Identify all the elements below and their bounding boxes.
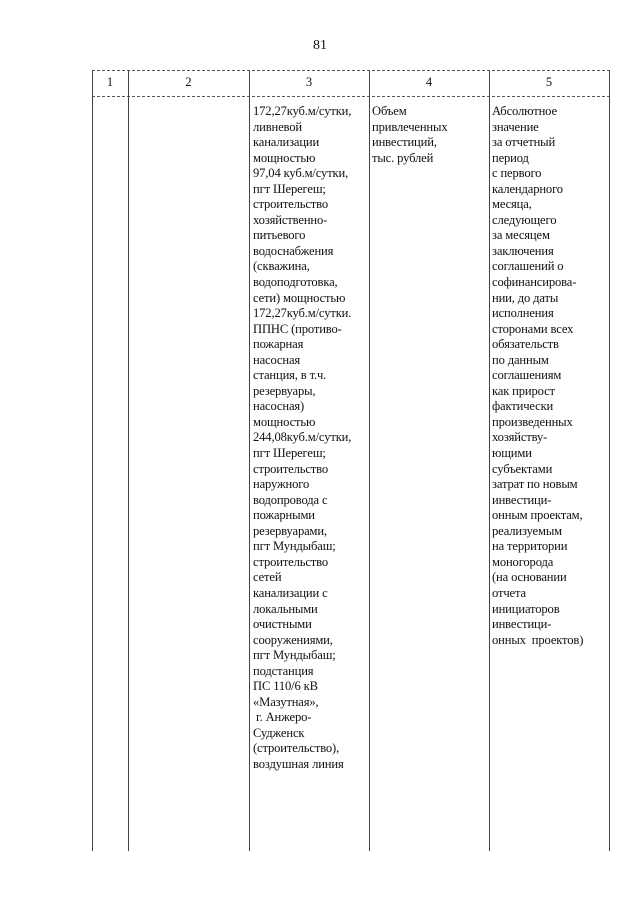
cell-line: обязательств <box>492 337 559 352</box>
cell-line: очистными <box>253 617 312 632</box>
cell-line: хозяйственно- <box>253 212 328 227</box>
cell-line: пожарными <box>253 508 315 523</box>
cell-line: сетей <box>253 570 282 585</box>
cell-line: значение <box>492 119 539 134</box>
column-header-5: 5 <box>545 75 553 89</box>
cell-line: реализуемым <box>492 523 562 538</box>
cell-line: пгт Шерегеш; <box>253 181 326 196</box>
cell-line: строительство <box>253 197 329 212</box>
cell-line: инициаторов <box>492 601 560 616</box>
cell-line: за отчетный <box>492 135 556 150</box>
cell-line: отчета <box>492 585 526 600</box>
cell-line: соглашений о <box>492 259 564 274</box>
column-header-4: 4 <box>425 75 433 89</box>
cell-line: пгт Шерегеш; <box>253 446 326 461</box>
cell-line: наружного <box>253 477 310 492</box>
cell-line: онным проектам, <box>492 508 583 523</box>
cell-line: насосная) <box>253 399 305 414</box>
cell-line: канализации <box>253 135 320 150</box>
cell-line: локальными <box>253 601 318 616</box>
cell-line: станция, в т.ч. <box>253 368 327 383</box>
cell-line: ПС 110/6 кВ <box>253 679 318 694</box>
cell-line: календарного <box>492 181 563 196</box>
cell-line: Абсолютное <box>492 104 557 118</box>
cell-line: инвестици- <box>492 492 552 507</box>
cell-line: мощностью <box>253 150 316 165</box>
page-number: 81 <box>313 38 327 53</box>
cell-line: с первого <box>492 166 542 181</box>
column-border <box>128 70 129 851</box>
cell-line: канализации с <box>253 585 328 600</box>
cell-line: период <box>492 150 529 165</box>
cell-line: мощностью <box>253 414 316 429</box>
cell-line: инвестици- <box>492 617 552 632</box>
column-border <box>92 70 93 851</box>
cell-line: пгт Мундыбаш; <box>253 539 336 554</box>
cell-line: пожарная <box>253 337 304 352</box>
cell-line: по данным <box>492 352 549 367</box>
cell-line: онных проектов) <box>492 632 584 647</box>
cell-column-4 <box>372 104 488 166</box>
cell-line: субъектами <box>492 461 553 476</box>
cell-line: месяца, <box>492 197 532 212</box>
cell-line: (строительство), <box>253 741 340 756</box>
cell-line: инвестиций, <box>372 135 437 150</box>
cell-line: 172,27куб.м/сутки, <box>253 104 352 118</box>
cell-line: заключения <box>492 243 554 258</box>
cell-line: привлеченных <box>372 119 448 134</box>
cell-line: Объем <box>372 104 407 118</box>
cell-line: на территории <box>492 539 568 554</box>
cell-line: следующего <box>492 212 557 227</box>
cell-line: софинансирова- <box>492 275 577 290</box>
cell-line: резервуары, <box>253 383 316 398</box>
cell-line: соглашениям <box>492 368 562 383</box>
cell-line: за месяцем <box>492 228 550 243</box>
cell-line: ППНС (противо- <box>253 321 342 336</box>
cell-line: произведенных <box>492 414 573 429</box>
cell-line: сооружениями, <box>253 632 333 647</box>
cell-line: ливневой <box>253 119 302 134</box>
column-header-2: 2 <box>185 75 192 89</box>
cell-line: пгт Мундыбаш; <box>253 648 336 663</box>
column-border <box>489 70 490 851</box>
cell-line: водоподготовка, <box>253 275 338 290</box>
cell-line: (на основании <box>492 570 567 585</box>
cell-line: сети) мощностью <box>253 290 346 305</box>
cell-line: исполнения <box>492 306 554 321</box>
column-header-1: 1 <box>106 75 114 89</box>
column-header-3: 3 <box>305 75 313 89</box>
cell-column-5 <box>492 104 609 648</box>
cell-line: ющими <box>492 446 532 461</box>
cell-line: тыс. рублей <box>372 150 434 165</box>
cell-line: воздушная линия <box>253 756 344 771</box>
cell-line: Судженск <box>253 725 305 740</box>
data-table <box>92 70 610 851</box>
cell-line: насосная <box>253 352 301 367</box>
cell-line: водопровода с <box>253 492 328 507</box>
cell-line: 244,08куб.м/сутки, <box>253 430 352 445</box>
cell-line: затрат по новым <box>492 477 578 492</box>
header-bottom-border <box>92 96 610 97</box>
cell-line: питьевого <box>253 228 306 243</box>
cell-line: подстанция <box>253 663 314 678</box>
cell-line: резервуарами, <box>253 523 327 538</box>
cell-column-3 <box>253 104 369 773</box>
cell-line: моногорода <box>492 554 554 569</box>
cell-line: как прирост <box>492 383 555 398</box>
table-top-border <box>92 70 610 71</box>
cell-line: «Мазутная», <box>253 694 319 709</box>
cell-line: строительство <box>253 554 329 569</box>
cell-line: (скважина, <box>253 259 310 274</box>
cell-line: нии, до даты <box>492 290 559 305</box>
column-border <box>369 70 370 851</box>
cell-line: г. Анжеро- <box>253 710 312 725</box>
cell-line: сторонами всех <box>492 321 574 336</box>
cell-line: строительство <box>253 461 329 476</box>
column-border <box>609 70 610 851</box>
cell-line: водоснабжения <box>253 243 334 258</box>
cell-line: фактически <box>492 399 554 414</box>
cell-line: 97,04 куб.м/сутки, <box>253 166 349 181</box>
cell-line: хозяйству- <box>492 430 548 445</box>
cell-line: 172,27куб.м/сутки. <box>253 306 352 321</box>
column-border <box>249 70 250 851</box>
